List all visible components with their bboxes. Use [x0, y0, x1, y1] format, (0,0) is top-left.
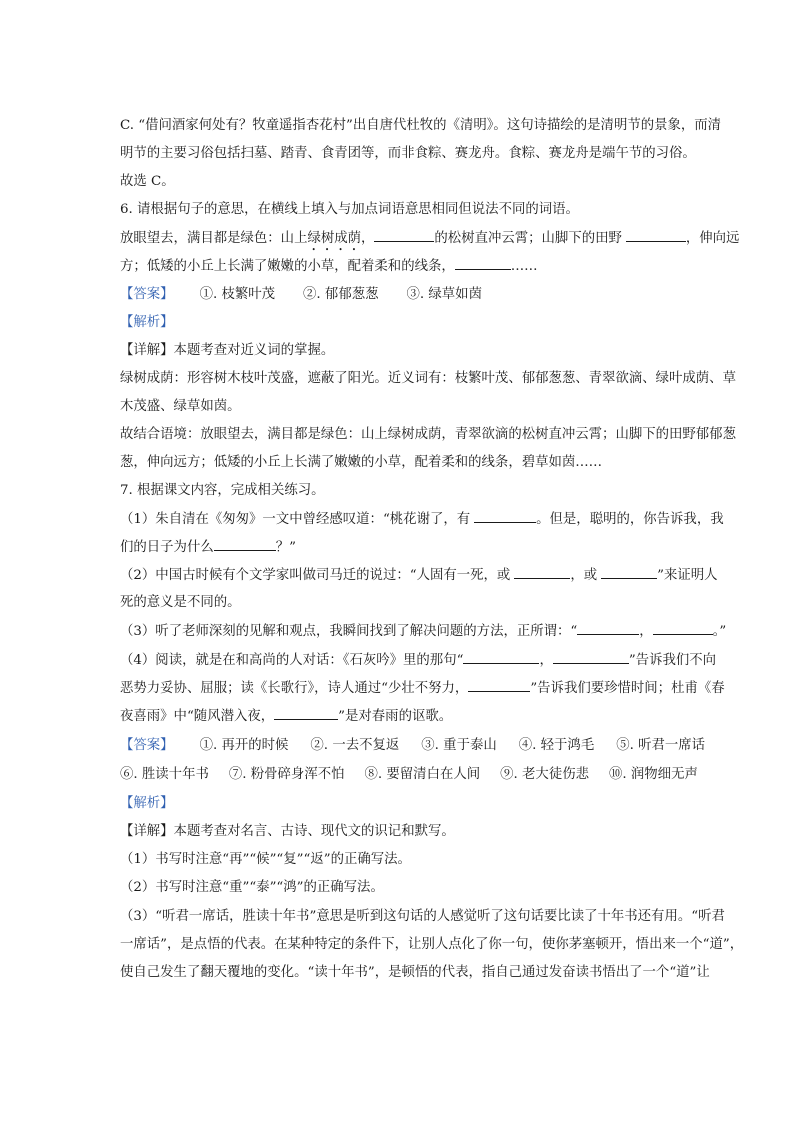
- question-7-line: [120, 594, 710, 612]
- text: 7. 根据课文内容，完成相关练习。: [120, 483, 325, 498]
- text: 一席话”，是点悟的代表。在某种特定的条件下，让别人点化了你一句，使你茅塞顿开，悟出来一个“道”，: [120, 937, 744, 952]
- question-7-line: [120, 622, 727, 641]
- text: 方；低矮的小丘上长满了嫩嫩的小草，配着柔和的线条，: [120, 259, 455, 274]
- answer-item: ⑨. 老大徒伤悲: [500, 767, 589, 782]
- paragraph-line: [120, 936, 744, 954]
- paragraph-line: [120, 117, 722, 135]
- analysis-label: [120, 795, 710, 813]
- text: C. “借问酒家何处有？牧童遥指杏花村”出自唐代杜牧的《清明》。这句诗描绘的是清明节的景象，而清: [120, 118, 722, 133]
- answer-item: ①. 枝繁叶茂: [199, 287, 276, 302]
- text: ”是对春雨的讴歌。: [338, 709, 453, 724]
- question-7-line: [120, 566, 718, 585]
- answer-item: ⑤. 听君一席话: [616, 738, 706, 753]
- answer-label: 【答案】: [120, 738, 174, 753]
- answer-blank: [514, 566, 570, 579]
- text: ，: [639, 624, 653, 639]
- text: 使自己发生了翻天覆地的变化。“读十年书”，是顿悟的代表，指自己通过发奋读书悟出了一个“道”让: [120, 965, 710, 980]
- answer-label: 【答案】: [120, 287, 174, 302]
- text: ”来证明人: [657, 568, 718, 583]
- text: 放眼望去，满目都是绿色：山上: [120, 231, 308, 246]
- dotted-phrase: 绿树成荫: [307, 231, 362, 246]
- paragraph-line: [120, 879, 710, 897]
- text: 。”: [712, 624, 727, 639]
- paragraph-line: [120, 398, 710, 416]
- paragraph-line: [120, 145, 710, 163]
- question-6-line-2: [120, 257, 710, 276]
- answer-blank: [601, 566, 657, 579]
- text: （3）“听君一席话，胜读十年书”意思是听到这句话的人感觉听了这句话要比读了十年书还有用。“听君: [120, 909, 725, 924]
- analysis-label: [120, 314, 710, 332]
- answer-blank: [468, 679, 530, 692]
- text: ？”: [275, 540, 296, 555]
- text: 木茂盛、绿草如茵。: [120, 399, 241, 414]
- text: 葱，伸向远方；低矮的小丘上长满了嫩嫩的小草，配着柔和的线条，碧草如茵……: [120, 455, 603, 470]
- text: ，伸向远: [685, 231, 740, 246]
- answer-blank: [577, 622, 639, 635]
- answer-item: ⑩. 润物细无声: [609, 767, 698, 782]
- answer-item: ②. 郁郁葱葱: [303, 287, 379, 302]
- question-6-title: [120, 201, 710, 219]
- text: （4）阅读，就是在和高尚的人对话：《石灰吟》里的那句“: [120, 653, 464, 668]
- question-7-line: [120, 651, 717, 670]
- text: 【详解】本题考查对名言、古诗、现代文的识记和默写。: [120, 824, 455, 839]
- text: 们的日子为什么: [120, 540, 214, 555]
- question-7-line: [120, 679, 725, 698]
- text: ……: [510, 259, 538, 274]
- text: 【解析】: [120, 315, 174, 330]
- text: （3）听了老师深刻的见解和观点，我瞬间找到了解决问题的方法，正所谓：“: [120, 624, 578, 639]
- text: （2）书写时注意“重”“泰”“鸿”的正确写法。: [120, 880, 384, 895]
- paragraph-line: [120, 370, 736, 388]
- text: 【解析】: [120, 796, 174, 811]
- text: （1）书写时注意“再”“候”“复”“返”的正确写法。: [120, 852, 411, 867]
- answer-blank: [626, 229, 686, 242]
- text: ”告诉我们要珍惜时间；杜甫《春: [530, 681, 725, 696]
- answer-item: ②. 一去不复返: [310, 738, 400, 753]
- paragraph-line: [120, 908, 725, 926]
- paragraph-line: [120, 964, 710, 982]
- text: 。但是，聪明的，你告诉我，我: [536, 512, 724, 527]
- answer-blank: [474, 510, 536, 523]
- answer-item: ①. 再开的时候: [199, 738, 289, 753]
- answer-line-6: [120, 286, 710, 304]
- text: 夜喜雨》中“随风潜入夜，: [120, 709, 275, 724]
- answer-blank: [463, 651, 539, 664]
- paragraph-line: [120, 454, 710, 472]
- text: ，或: [570, 568, 598, 583]
- paragraph-line: [120, 851, 710, 869]
- answer-blank: [653, 622, 713, 635]
- text: （1）朱自清在《匆匆》一文中曾经感叹道：“桃花谢了，有: [120, 512, 471, 527]
- text: 的松树直冲云霄；山脚下的田野: [434, 231, 622, 246]
- text: 明节的主要习俗包括扫墓、踏青、食青团等，而非食粽、赛龙舟。食粽、赛龙舟是端午节的习俗。: [120, 146, 696, 161]
- paragraph-line: [120, 342, 710, 360]
- text: （2）中国古时候有个文学家叫做司马迁的说过：“人固有一死，或: [120, 568, 511, 583]
- text: 6. 请根据句子的意思，在横线上填入与加点词语意思相同但说法不同的词语。: [120, 202, 579, 217]
- answer-line-7b: [120, 766, 710, 784]
- answer-item: ⑧. 要留清白在人间: [364, 767, 481, 782]
- answer-item: ⑦. 粉骨碎身浑不怕: [228, 767, 345, 782]
- text: 故结合语境：放眼望去，满目都是绿色：山上绿树成荫，青翠欲滴的松树直冲云霄；山脚下的田野郁郁葱: [120, 427, 736, 442]
- question-6-line-1: [120, 229, 740, 254]
- answer-item: ⑥. 胜读十年书: [120, 767, 209, 782]
- paragraph-line: [120, 173, 710, 191]
- answer-blank: [374, 229, 434, 242]
- answer-item: ③. 重于泰山: [421, 738, 497, 753]
- text: 故选 C。: [120, 174, 175, 189]
- paragraph-line: [120, 823, 710, 841]
- text: 【详解】本题考查对近义词的掌握。: [120, 343, 335, 358]
- text: ”告诉我们不向: [628, 653, 717, 668]
- text: 绿树成荫：形容树木枝叶茂盛，遮蔽了阳光。近义词有：枝繁叶茂、郁郁葱葱、青翠欲滴、绿叶成荫、草: [120, 371, 736, 386]
- paragraph-line: [120, 426, 736, 444]
- text: ，: [539, 653, 553, 668]
- answer-item: ③. 绿草如茵: [406, 287, 482, 302]
- text: ，: [361, 231, 375, 246]
- answer-blank: [214, 538, 276, 551]
- answer-blank: [455, 257, 511, 270]
- question-7-line: [120, 707, 710, 726]
- answer-line-7: [120, 737, 710, 755]
- answer-blank: [274, 707, 338, 720]
- question-7-line: [120, 538, 710, 557]
- text: 恶势力妥协、屈服；读《长歌行》，诗人通过“少壮不努力，: [120, 681, 469, 696]
- question-7-line: [120, 510, 724, 529]
- question-7-title: [120, 482, 710, 500]
- answer-blank: [553, 651, 629, 664]
- answer-item: ④. 轻于鸿毛: [518, 738, 595, 753]
- text: 死的意义是不同的。: [120, 595, 241, 610]
